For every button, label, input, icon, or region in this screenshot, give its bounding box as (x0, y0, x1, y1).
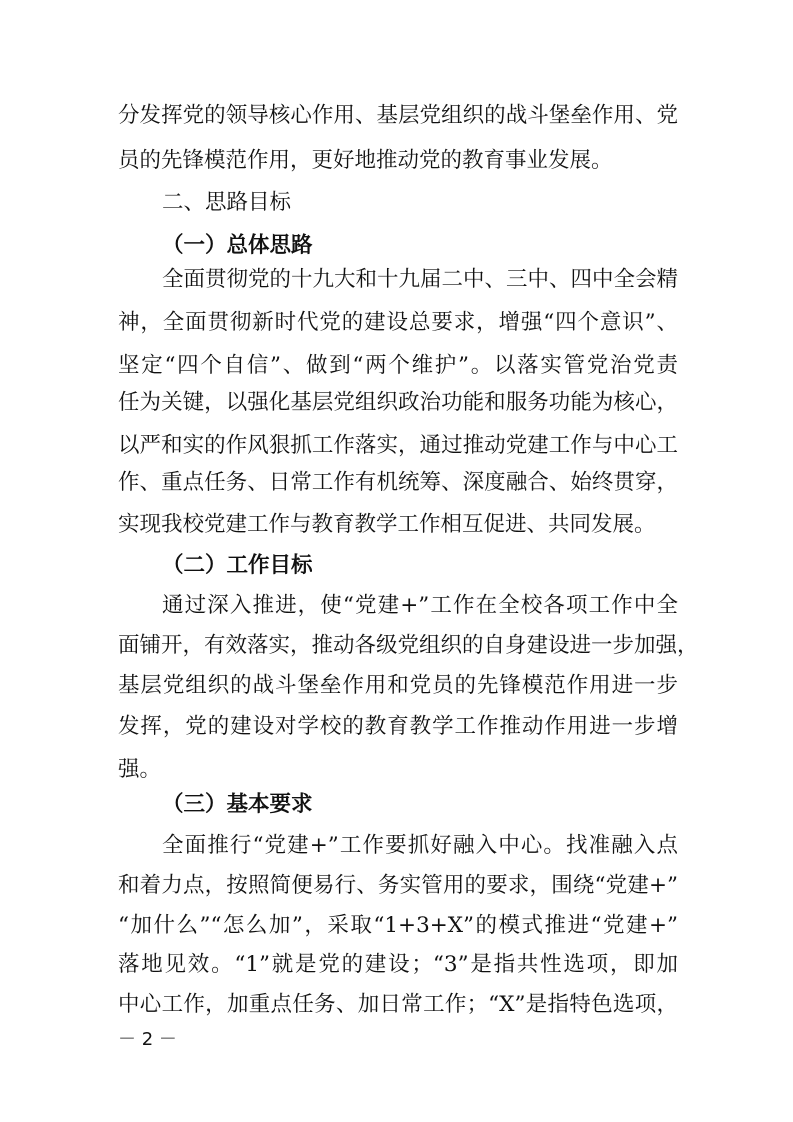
section-heading: 二、思路目标 (162, 190, 292, 215)
paragraph-line: 实现我校党建工作与教育教学工作相互促进、共同发展。 (118, 512, 656, 537)
paragraph-line: 面铺开，有效落实，推动各级党组织的自身建设进一步加强， (118, 633, 699, 658)
paragraph-line: 作、重点任务、日常工作有机统筹、深度融合、始终贯穿， (118, 470, 678, 495)
paragraph-line: 全面贯彻党的十九大和十九届二中、三中、四中全会精 (162, 267, 679, 292)
paragraph-line: 分发挥党的领导核心作用、基层党组织的战斗堡垒作用、党 (118, 103, 678, 128)
paragraph-line: 通过深入推进，使“党建+”工作在全校各项工作中全 (162, 593, 678, 618)
subsection-heading: （三）基本要求 (162, 792, 313, 817)
paragraph-line: 员的先锋模范作用，更好地推动党的教育事业发展。 (118, 148, 613, 173)
paragraph-line: 中心工作，加重点任务、加日常工作；“X”是指特色选项， (118, 992, 678, 1017)
page-number: － 2 － (118, 1029, 177, 1050)
paragraph-line: 任为关键，以强化基层党组织政治功能和服务功能为核心， (118, 390, 678, 415)
subsection-heading: （二）工作目标 (162, 553, 313, 578)
paragraph-line: 强。 (118, 757, 162, 782)
paragraph-line: 全面推行“党建+”工作要抓好融入中心。找准融入点 (162, 833, 678, 858)
paragraph-line: 落地见效。“1”就是党的建设；“3”是指共性选项，即加 (118, 952, 678, 977)
subsection-heading: （一）总体思路 (162, 233, 313, 258)
paragraph-line: 基层党组织的战斗堡垒作用和党员的先锋模范作用进一步 (118, 673, 678, 698)
paragraph-line: 坚定“四个自信”、做到“两个维护”。以落实管党治党责 (118, 353, 678, 378)
paragraph-line: “加什么”“怎么加”，采取“1+3+X”的模式推进“党建+” (118, 913, 678, 938)
paragraph-line: 神，全面贯彻新时代党的建设总要求，增强“四个意识”、 (118, 310, 678, 335)
paragraph-line: 以严和实的作风狠抓工作落实，通过推动党建工作与中心工 (118, 433, 678, 458)
paragraph-line: 发挥，党的建设对学校的教育教学工作推动作用进一步增 (118, 714, 678, 739)
paragraph-line: 和着力点，按照简便易行、务实管用的要求，围绕“党建+” (118, 873, 678, 898)
